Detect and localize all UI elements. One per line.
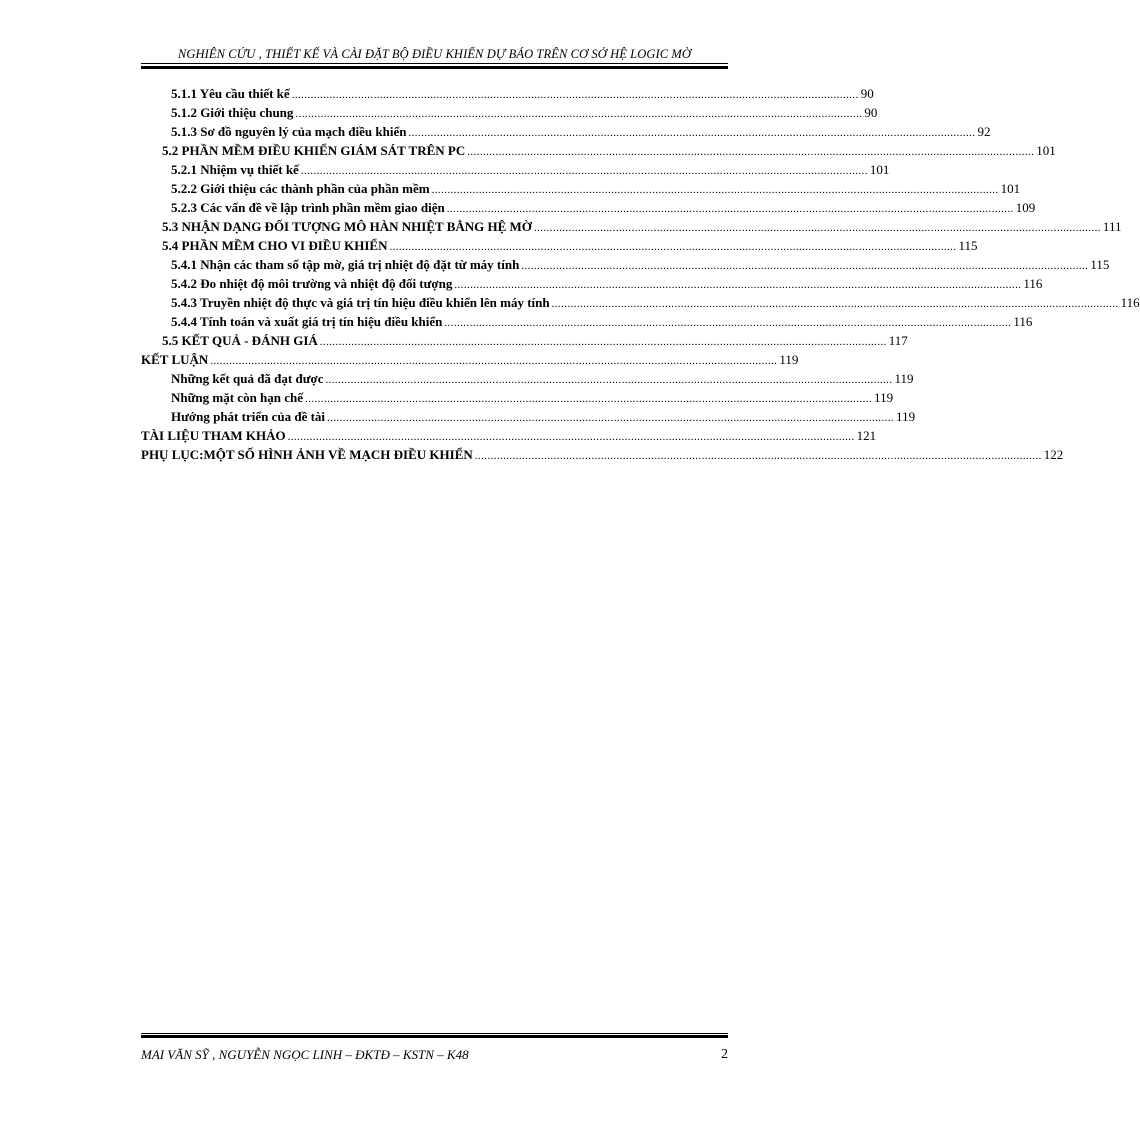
- toc-entry[interactable]: [141, 352, 799, 371]
- toc-entry-page: 122: [1043, 447, 1064, 462]
- toc-leader: ....................................................................................................................................................................................: [446, 203, 1014, 215]
- toc-entry-label: 5.2.3 Các vấn đề về lập trình phần mềm giao diện: [171, 200, 445, 215]
- toc-leader: ....................................................................................................................................................................................: [467, 146, 1035, 158]
- footer-rule-thick: [141, 1035, 728, 1038]
- toc-entry-page: 117: [888, 333, 908, 348]
- footer-line: [141, 1047, 728, 1063]
- toc-entry[interactable]: [141, 257, 1110, 276]
- footer-rule-thin: [141, 1033, 728, 1034]
- toc-entry-label: PHỤ LỤC:MỘT SỐ HÌNH ẢNH VỀ MẠCH ĐIỀU KHIỂN: [141, 447, 473, 462]
- toc-leader: ....................................................................................................................................................................................: [210, 355, 778, 367]
- toc-leader: ....................................................................................................................................................................................: [291, 89, 859, 101]
- toc-entry-label: 5.5 KẾT QUẢ - ĐÁNH GIÁ: [162, 333, 318, 348]
- toc-entry-page: 115: [1090, 257, 1110, 272]
- toc-entry[interactable]: [141, 390, 894, 409]
- toc-entry[interactable]: [141, 314, 1033, 333]
- toc-leader: ....................................................................................................................................................................................: [300, 165, 868, 177]
- toc-entry-label: Những mặt còn hạn chế: [171, 390, 304, 405]
- toc-entry[interactable]: [141, 295, 1140, 314]
- toc-leader: ....................................................................................................................................................................................: [319, 336, 887, 348]
- toc-entry-label: 5.4.1 Nhận các tham số tập mờ, giá trị nhiệt độ đặt từ máy tính: [171, 257, 520, 272]
- toc-leader: ....................................................................................................................................................................................: [305, 393, 873, 405]
- toc-entry[interactable]: [141, 276, 1043, 295]
- table-of-contents: [141, 86, 1140, 466]
- toc-entry-page: 119: [894, 371, 914, 386]
- toc-leader: ....................................................................................................................................................................................: [327, 412, 895, 424]
- toc-leader: ....................................................................................................................................................................................: [521, 260, 1089, 272]
- toc-entry[interactable]: [141, 86, 874, 105]
- toc-entry-label: Những kết quả đã đạt được: [171, 371, 324, 386]
- toc-entry[interactable]: [141, 409, 916, 428]
- toc-entry-page: 116: [1120, 295, 1140, 310]
- toc-entry-page: 101: [1036, 143, 1056, 158]
- toc-entry-page: 116: [1023, 276, 1043, 291]
- toc-leader: ....................................................................................................................................................................................: [454, 279, 1022, 291]
- toc-entry-page: 116: [1013, 314, 1033, 329]
- toc-entry[interactable]: [141, 162, 890, 181]
- toc-entry-page: 119: [874, 390, 894, 405]
- toc-entry[interactable]: [141, 333, 908, 352]
- page-footer: [141, 1033, 728, 1063]
- toc-entry-page: 109: [1015, 200, 1036, 215]
- toc-leader: ....................................................................................................................................................................................: [431, 184, 999, 196]
- toc-entry-label: 5.4 PHẦN MỀM CHO VI ĐIỀU KHIỂN: [162, 238, 388, 253]
- page-header: [141, 46, 728, 69]
- toc-leader: ....................................................................................................................................................................................: [295, 108, 863, 120]
- toc-entry[interactable]: [141, 200, 1036, 219]
- toc-entry[interactable]: [141, 219, 1122, 238]
- toc-entry-page: 119: [779, 352, 799, 367]
- toc-entry-label: TÀI LIỆU THAM KHẢO: [141, 428, 286, 443]
- toc-entry-label: 5.1.2 Giới thiệu chung: [171, 105, 294, 120]
- toc-entry-page: 90: [864, 105, 878, 120]
- toc-entry-page: 90: [860, 86, 874, 101]
- toc-entry-page: 111: [1102, 219, 1122, 234]
- toc-leader: ....................................................................................................................................................................................: [389, 241, 957, 253]
- toc-entry-label: KẾT LUẬN: [141, 352, 209, 367]
- toc-entry[interactable]: [141, 238, 978, 257]
- toc-entry[interactable]: [141, 124, 991, 143]
- toc-entry-page: 119: [896, 409, 916, 424]
- toc-entry[interactable]: [141, 447, 1064, 466]
- toc-entry-label: 5.2 PHẦN MỀM ĐIỀU KHIỂN GIÁM SÁT TRÊN PC: [162, 143, 466, 158]
- toc-entry-label: 5.3 NHẬN DẠNG ĐỐI TƯỢNG MÔ HÀN NHIỆT BẰNG HỆ MỜ: [162, 219, 532, 234]
- header-rule-thin: [141, 63, 728, 64]
- toc-leader: ....................................................................................................................................................................................: [408, 127, 976, 139]
- header-rule-thick: [141, 66, 728, 69]
- toc-leader: ....................................................................................................................................................................................: [325, 374, 893, 386]
- toc-entry-label: Hướng phát triển của đề tài: [171, 409, 326, 424]
- toc-entry-label: 5.1.1 Yêu cầu thiết kế: [171, 86, 290, 101]
- toc-leader: ....................................................................................................................................................................................: [474, 450, 1042, 462]
- header-title: NGHIÊN CỨU , THIẾT KẾ VÀ CÀI ĐẶT BỘ ĐIỀU KHIỂN DỰ BÁO TRÊN CƠ SỞ HỆ LOGIC MỜ: [177, 47, 692, 61]
- toc-entry-label: 5.4.2 Đo nhiệt độ môi trường và nhiệt độ đối tượng: [171, 276, 453, 291]
- toc-entry-label: 5.4.3 Truyền nhiệt độ thực và giá trị tín hiệu điều khiển lên máy tính: [171, 295, 550, 310]
- toc-entry-page: 101: [869, 162, 890, 177]
- toc-entry[interactable]: [141, 143, 1056, 162]
- toc-entry-label: 5.2.1 Nhiệm vụ thiết kế: [171, 162, 299, 177]
- toc-entry-label: 5.4.4 Tính toán và xuất giá trị tín hiệu điều khiển: [171, 314, 443, 329]
- toc-leader: ....................................................................................................................................................................................: [444, 317, 1012, 329]
- footer-author-line: MAI VĂN SỸ , NGUYỄN NGỌC LINH – ĐKTĐ – KSTN – K48: [141, 1047, 469, 1062]
- toc-entry-page: 115: [958, 238, 978, 253]
- toc-leader: ....................................................................................................................................................................................: [533, 222, 1101, 234]
- toc-entry[interactable]: [141, 428, 877, 447]
- toc-entry-page: 92: [977, 124, 991, 139]
- toc-entry-page: 121: [856, 428, 877, 443]
- toc-entry[interactable]: [141, 181, 1021, 200]
- toc-entry-page: 101: [1000, 181, 1021, 196]
- toc-entry[interactable]: [141, 105, 878, 124]
- toc-leader: ....................................................................................................................................................................................: [551, 298, 1119, 310]
- toc-entry-label: 5.1.3 Sơ đồ nguyên lý của mạch điều khiển: [171, 124, 407, 139]
- page-number: 2: [721, 1047, 728, 1062]
- toc-leader: ....................................................................................................................................................................................: [287, 431, 855, 443]
- toc-entry-label: 5.2.2 Giới thiệu các thành phần của phần mềm: [171, 181, 430, 196]
- toc-entry[interactable]: [141, 371, 914, 390]
